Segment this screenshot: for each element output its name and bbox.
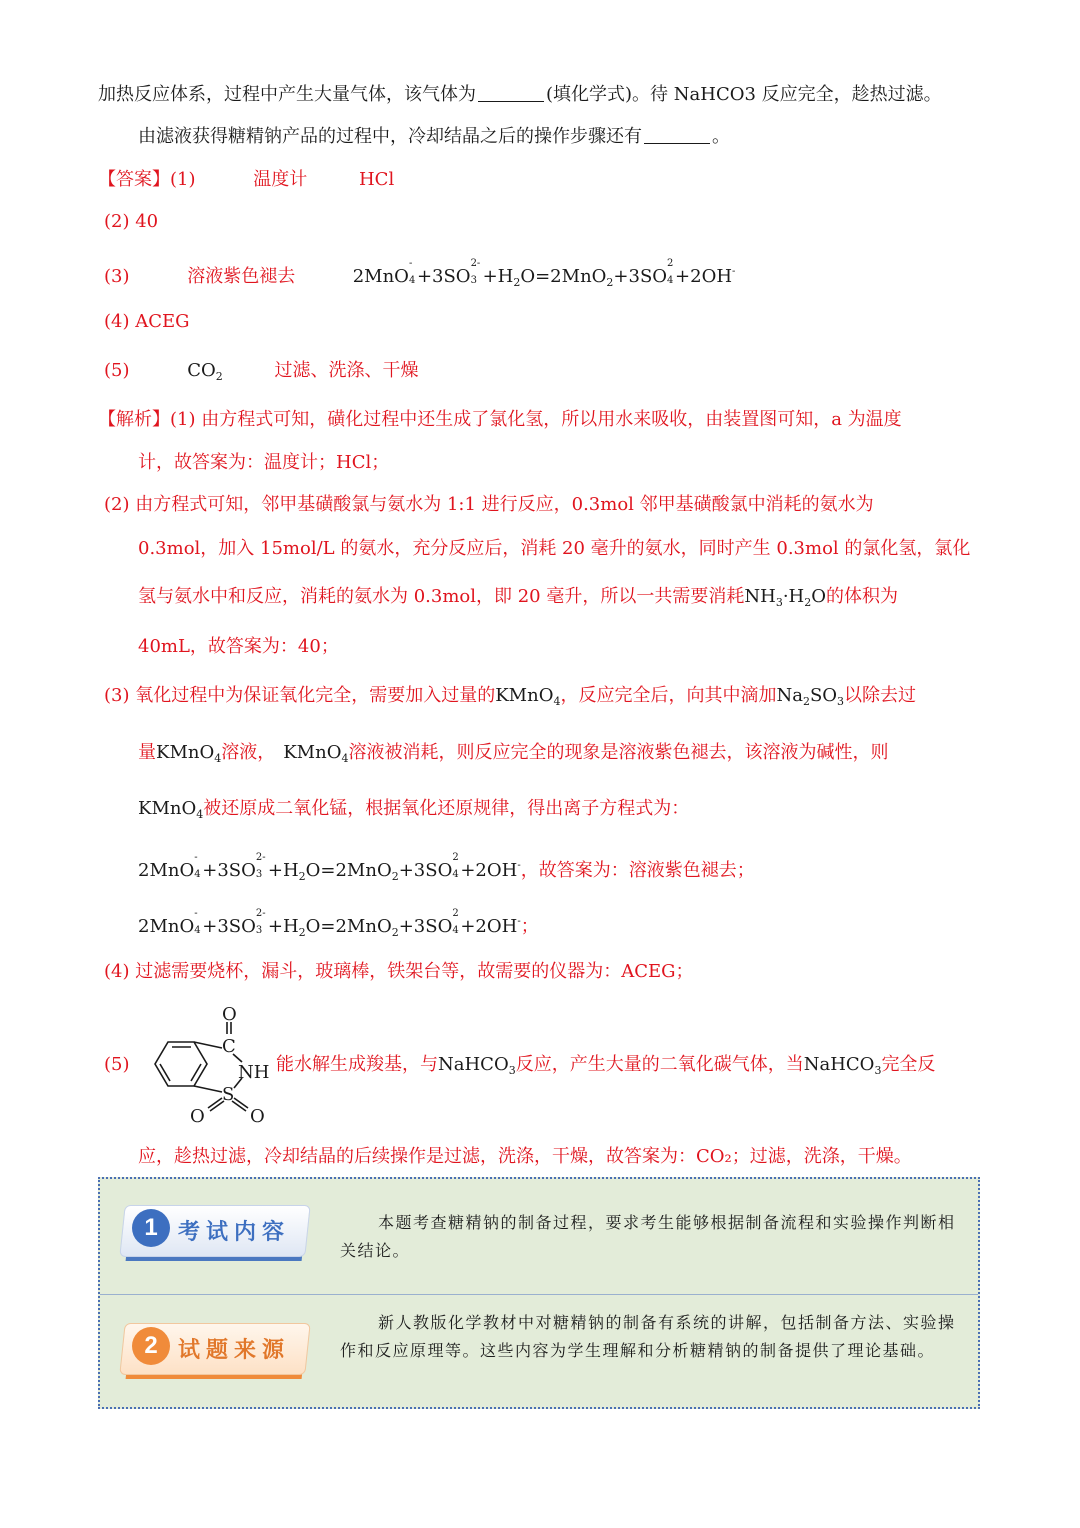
analysis-p1-l1: [98, 407, 902, 433]
eq-part: +2OH: [460, 860, 518, 881]
eq-script: [194, 908, 202, 936]
answer-num: (1): [170, 169, 196, 190]
badge-label: 考试内容: [178, 1219, 291, 1245]
eq-sup: -: [194, 852, 198, 863]
badge-label: 试题来源: [178, 1337, 291, 1363]
ring-double-bond: [160, 1064, 170, 1081]
formula-part: ·H: [782, 586, 805, 607]
answer-value: HCl: [358, 169, 395, 190]
formula-part: KMnO: [156, 742, 215, 763]
analysis-text: 以除去过: [844, 685, 917, 706]
atom-c: C: [222, 1036, 236, 1057]
analysis-text: 被还原成二氧化锰，根据氧化还原规律，得出离子方程式为：: [203, 798, 690, 819]
formula-sub: 4: [341, 752, 349, 765]
eq-script: [667, 258, 675, 286]
analysis-p5-l1: [276, 1052, 935, 1084]
eq-sup: 2-: [255, 908, 266, 919]
eq-part: O=2MnO: [305, 860, 392, 881]
formula-sub: 3: [508, 1064, 516, 1077]
answer-tag: 【答案】: [98, 169, 170, 190]
eq-part: +3SO: [416, 266, 471, 287]
formula-part: KMnO: [138, 798, 197, 819]
eq-sup: -: [408, 258, 413, 269]
formula-sub: 2: [215, 370, 223, 383]
question-text: 加热反应体系，过程中产生大量气体，该气体为: [98, 84, 476, 105]
eq-script: [194, 852, 202, 880]
eq-part: +3SO: [202, 916, 256, 937]
eq-part: 2MnO: [138, 860, 195, 881]
eq-sup: -: [517, 916, 521, 927]
eq-part: +H: [267, 860, 299, 881]
analysis-text: ，反应完全后，向其中滴加: [560, 685, 777, 706]
atom-o-right: O: [250, 1106, 265, 1127]
formula-kmno4: [495, 685, 560, 706]
analysis-p2-l2: 0.3mol，加入 15mol/L 的氨水，充分反应后，消耗 20 毫升的氨水，同时产生 0.3mol 的氯化氢，氯化: [138, 538, 971, 559]
eq-part: O=2MnO: [520, 266, 607, 287]
analysis-p4: (4) 过滤需要烧杯，漏斗，玻璃棒，铁架台等，故需要的仪器为：ACEG；: [104, 961, 694, 982]
answer-value: 溶液紫色褪去: [187, 266, 296, 287]
eq-sub: 4: [452, 869, 459, 880]
fill-blank: [478, 83, 544, 102]
formula-na2so3: [776, 685, 844, 706]
eq-sup: 2-: [255, 852, 266, 863]
eq-sub: 2: [513, 276, 521, 289]
eq-script: [452, 852, 460, 880]
atom-o-top: O: [222, 1004, 237, 1025]
eq-part: +3SO: [398, 916, 453, 937]
answer-num: (5): [104, 360, 130, 381]
analysis-text: 的体积为: [826, 586, 898, 607]
formula-nahco3: [804, 1054, 882, 1075]
eq-sub: 2: [298, 926, 306, 939]
analysis-p2-l4: 40mL，故答案为：40；: [138, 636, 339, 657]
formula-part: O: [811, 586, 826, 607]
analysis-text: 能水解生成羧基，与: [276, 1054, 438, 1075]
eq-part: 2MnO: [352, 266, 409, 287]
eq-part: 2MnO: [138, 916, 195, 937]
analysis-p3-l5: [138, 909, 539, 946]
ring-double-bond: [191, 1064, 201, 1081]
info-divider: [100, 1294, 978, 1295]
analysis-text: (3) 氧化过程中为保证氧化完全，需要加入过量的: [104, 685, 496, 706]
formula-sub: 4: [196, 808, 204, 821]
eq-part: +2OH: [675, 266, 733, 287]
analysis-tag: 【解析】: [98, 409, 170, 430]
bond-ring-s: [194, 1086, 222, 1092]
answer-line-2: (2) 40: [104, 211, 159, 232]
formula-part: NaHCO: [438, 1054, 509, 1075]
formula-kmno4: [283, 742, 348, 763]
question-text: 。: [712, 126, 730, 147]
eq-sub: 2: [391, 870, 399, 883]
analysis-p3-l2: [138, 740, 888, 772]
analysis-text: 溶液，: [221, 742, 276, 763]
formula-part: Na: [776, 685, 803, 706]
analysis-p3-l3: [138, 796, 689, 828]
analysis-text: 完全反: [881, 1054, 936, 1075]
eq-sup: 2: [452, 852, 459, 863]
eq-script: [255, 852, 266, 880]
exam-content-text: 本题考查糖精钠的制备过程，要求考生能够根据制备流程和实验操作判断相关结论。: [340, 1213, 956, 1260]
fill-blank: [644, 125, 710, 144]
formula-sub: 3: [837, 695, 845, 708]
formula-sub: 4: [553, 695, 561, 708]
eq-script: [452, 908, 460, 936]
saccharin-structure: [138, 1000, 278, 1130]
formula-sub: 3: [874, 1064, 882, 1077]
analysis-text: ，故答案为：溶液紫色褪去；: [520, 860, 755, 881]
eq-script: [255, 908, 266, 936]
answer-line-4: (4) ACEG: [104, 311, 190, 332]
badge-number: 2: [132, 1327, 170, 1365]
formula-part: KMnO: [283, 742, 342, 763]
eq-part: +3SO: [398, 860, 453, 881]
formula-sub: 4: [214, 752, 222, 765]
eq-sup: 2: [667, 258, 674, 269]
eq-sup: -: [732, 266, 736, 277]
eq-part: +H: [482, 266, 514, 287]
atom-s: S: [222, 1084, 235, 1105]
analysis-p3-l4: [138, 853, 755, 890]
formula-nh3h2o: [744, 586, 826, 607]
formula-part: NH: [744, 586, 776, 607]
analysis-text: 量: [138, 742, 156, 763]
badge-exam-content: [122, 1205, 306, 1261]
formula-kmno4: [138, 798, 203, 819]
eq-sub: 4: [194, 925, 201, 936]
analysis-text: (1) 由方程式可知，磺化过程中还生成了氯化氢，所以用水来吸收，由装置图可知，a 为温度: [170, 409, 902, 430]
eq-sub: 4: [452, 925, 459, 936]
answer-num: (3): [104, 266, 130, 287]
formula-part: SO: [809, 685, 838, 706]
eq-sub: 2: [298, 870, 306, 883]
formula-sub: 3: [775, 596, 783, 609]
question-text: 由滤液获得糖精钠产品的过程中，冷却结晶之后的操作步骤还有: [138, 126, 642, 147]
eq-sub: 3: [255, 869, 263, 880]
eq-script: [470, 258, 481, 286]
analysis-text: 氢与氨水中和反应，消耗的氨水为 0.3mol，即 20 毫升，所以一共需要消耗: [138, 586, 745, 607]
question-line-1: [98, 82, 942, 108]
formula-part: NaHCO: [803, 1054, 875, 1075]
answer-value: 过滤、洗涤、干燥: [274, 360, 419, 381]
eq-sub: 2: [391, 926, 399, 939]
eq-sub: 4: [194, 869, 201, 880]
answer-value: [187, 360, 223, 381]
question-source-text: 新人教版化学教材中对糖精钠的制备有系统的讲解，包括制备方法、实验操作和反应原理等。这些内容为学生理解和分析糖精钠的制备提供了理论基础。: [340, 1313, 956, 1360]
eq-sup: -: [194, 908, 198, 919]
eq-part: O=2MnO: [305, 916, 392, 937]
question-text: (填化学式)。待 NaHCO3 反应完全，趁热过滤。: [546, 84, 942, 105]
eq-sub: 2: [606, 276, 614, 289]
analysis-text: 反应，产生大量的二氧化碳气体，当: [515, 1054, 804, 1075]
formula-kmno4: [156, 742, 221, 763]
answer-line-5: [104, 358, 419, 390]
eq-part: +2OH: [460, 916, 518, 937]
ionic-equation: [138, 908, 521, 939]
eq-sub: 4: [667, 275, 674, 286]
answer-line-3: [104, 259, 735, 296]
eq-part: +H: [267, 916, 299, 937]
atom-o-left: O: [190, 1106, 205, 1127]
badge-number: 1: [132, 1209, 170, 1247]
analysis-p2-l3: [138, 584, 898, 616]
eq-sup: -: [517, 860, 521, 871]
analysis-p5-l2: 应，趁热过滤，冷却结晶的后续操作是过滤，洗涤，干燥，故答案为：CO₂；过滤，洗涤，干燥。: [138, 1146, 912, 1167]
eq-sub: 4: [408, 275, 416, 286]
formula-sub: 2: [802, 695, 810, 708]
eq-sub: 3: [255, 925, 263, 936]
formula-part: KMnO: [495, 685, 554, 706]
answer-value: 温度计: [253, 169, 308, 190]
ionic-equation: [138, 852, 521, 883]
formula-nahco3: [438, 1054, 516, 1075]
answer-line-1: [98, 167, 394, 193]
question-line-2: [138, 124, 730, 150]
eq-sup: 2-: [470, 258, 481, 269]
eq-part: +3SO: [613, 266, 668, 287]
formula-part: CO: [187, 360, 216, 381]
analysis-p2-l1: (2) 由方程式可知，邻甲基磺酸氯与氨水为 1:1 进行反应，0.3mol 邻甲基磺酸氯中消耗的氨水为: [104, 494, 874, 515]
eq-sup: 2: [452, 908, 459, 919]
analysis-p1-l2: 计，故答案为：温度计；HCl；: [138, 452, 390, 473]
analysis-text: 溶液被消耗，则反应完全的现象是溶液紫色褪去，该溶液为碱性，则: [348, 742, 889, 763]
eq-script: [408, 258, 417, 286]
eq-part: +3SO: [202, 860, 256, 881]
analysis-p5-num: (5): [104, 1054, 130, 1075]
eq-sub: 3: [470, 275, 477, 286]
formula-sub: 2: [804, 596, 812, 609]
info-box: [98, 1177, 980, 1409]
badge-question-source: [122, 1323, 306, 1379]
analysis-p3-l1: [104, 683, 916, 715]
bond-ring-c: [194, 1042, 222, 1048]
atom-nh: NH: [238, 1062, 270, 1083]
benzene-ring: [155, 1042, 207, 1086]
analysis-text: ；: [520, 916, 539, 937]
ionic-equation: [352, 258, 736, 289]
